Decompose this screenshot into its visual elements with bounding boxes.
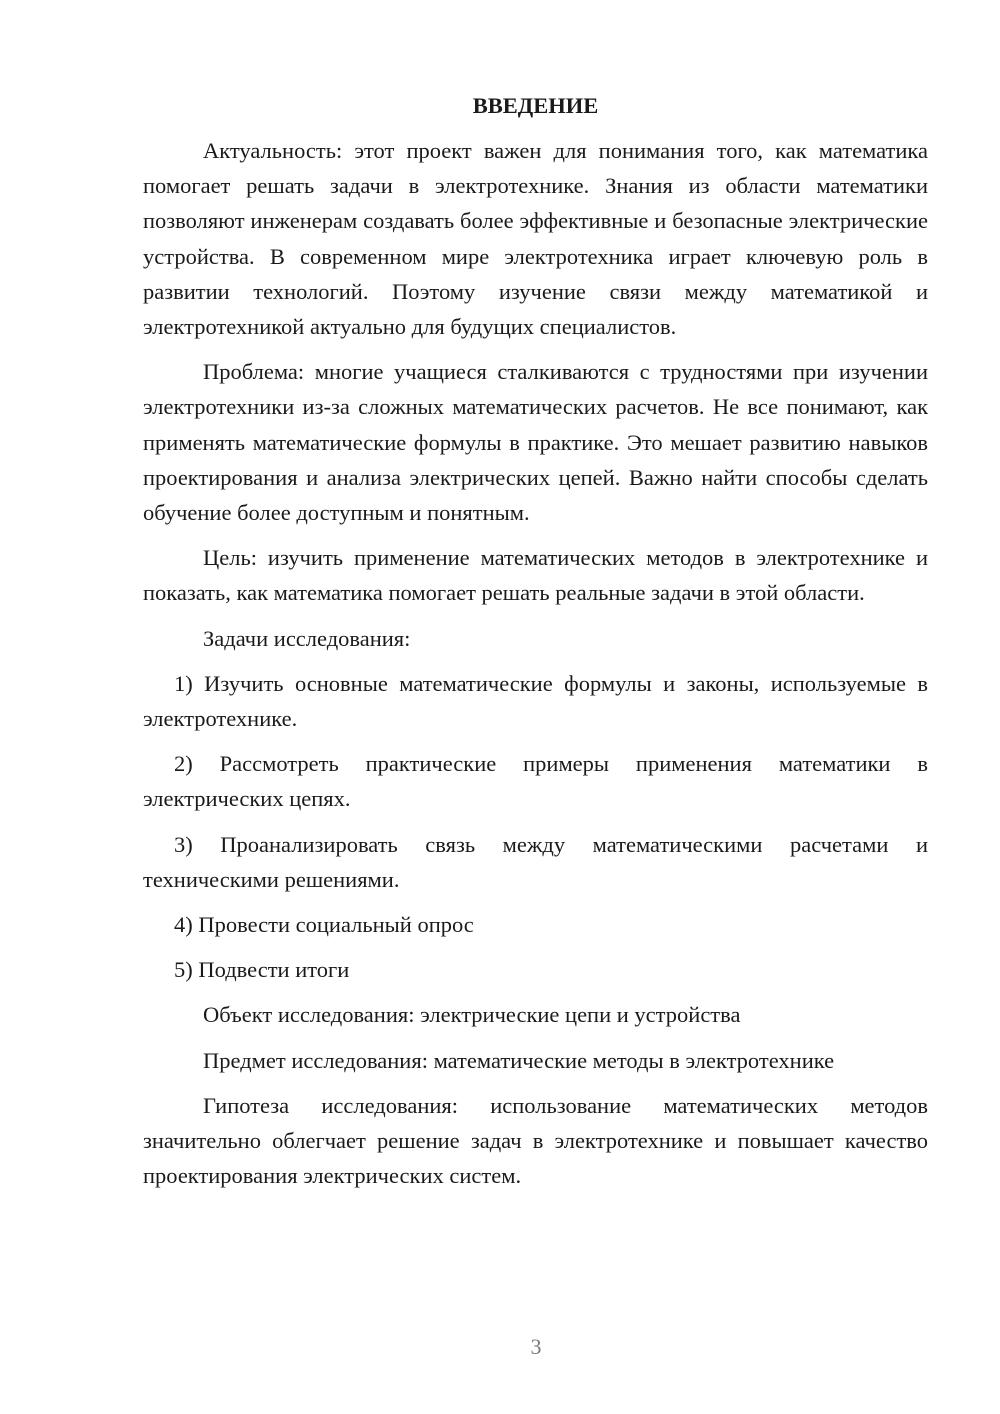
page-number: 3 xyxy=(530,1334,542,1359)
task-item-4: 4) Провести социальный опрос xyxy=(174,912,474,938)
tasks-heading: Задачи исследования: xyxy=(203,625,411,651)
research-hypothesis: Гипотеза исследования: использование математических методов значительно облегчает решение задач в электротехнике и повышает качество проектирования электрических систем. xyxy=(143,1092,928,1189)
document-page xyxy=(143,88,928,1203)
research-object: Объект исследования: электрические цепи и устройства xyxy=(203,1002,741,1028)
problem-paragraph: Проблема: многие учащиеся сталкиваются с трудностями при изучении электротехники из-за сложных математических расчетов. Не все понимают, как применять математические формулы в практике. Это мешает развитию навыков проектирования и анализа электрических цепей. Важно найти способы сделать обучение более доступным и понятным. xyxy=(143,359,928,526)
task-item-5: 5) Подвести итоги xyxy=(174,957,350,983)
goal-paragraph: Цель: изучить применение математических методов в электротехнике и показать, как математика помогает решать реальные задачи в этой области. xyxy=(143,545,928,606)
task-item-1: 1) Изучить основные математические формулы и законы, используемые в электротехнике. xyxy=(143,670,928,732)
relevance-paragraph: Актуальность: этот проект важен для понимания того, как математика помогает решать задачи в электротехнике. Знания из области математики позволяют инженерам создавать более эффективные и безопасные электрические устройства. В современном мире электротехника играет ключевую роль в развитии технологий. Поэтому изучение связи между математикой и электротехникой актуально для будущих специалистов. xyxy=(143,138,928,340)
task-item-3: 3) Проанализировать связь между математическими расчетами и техническими решениями. xyxy=(143,831,928,892)
research-subject: Предмет исследования: математические методы в электротехнике xyxy=(203,1047,835,1073)
task-item-2: 2) Рассмотреть практические примеры применения математики в электрических цепях. xyxy=(143,751,928,812)
page-title: ВВЕДЕНИЕ xyxy=(472,93,599,118)
